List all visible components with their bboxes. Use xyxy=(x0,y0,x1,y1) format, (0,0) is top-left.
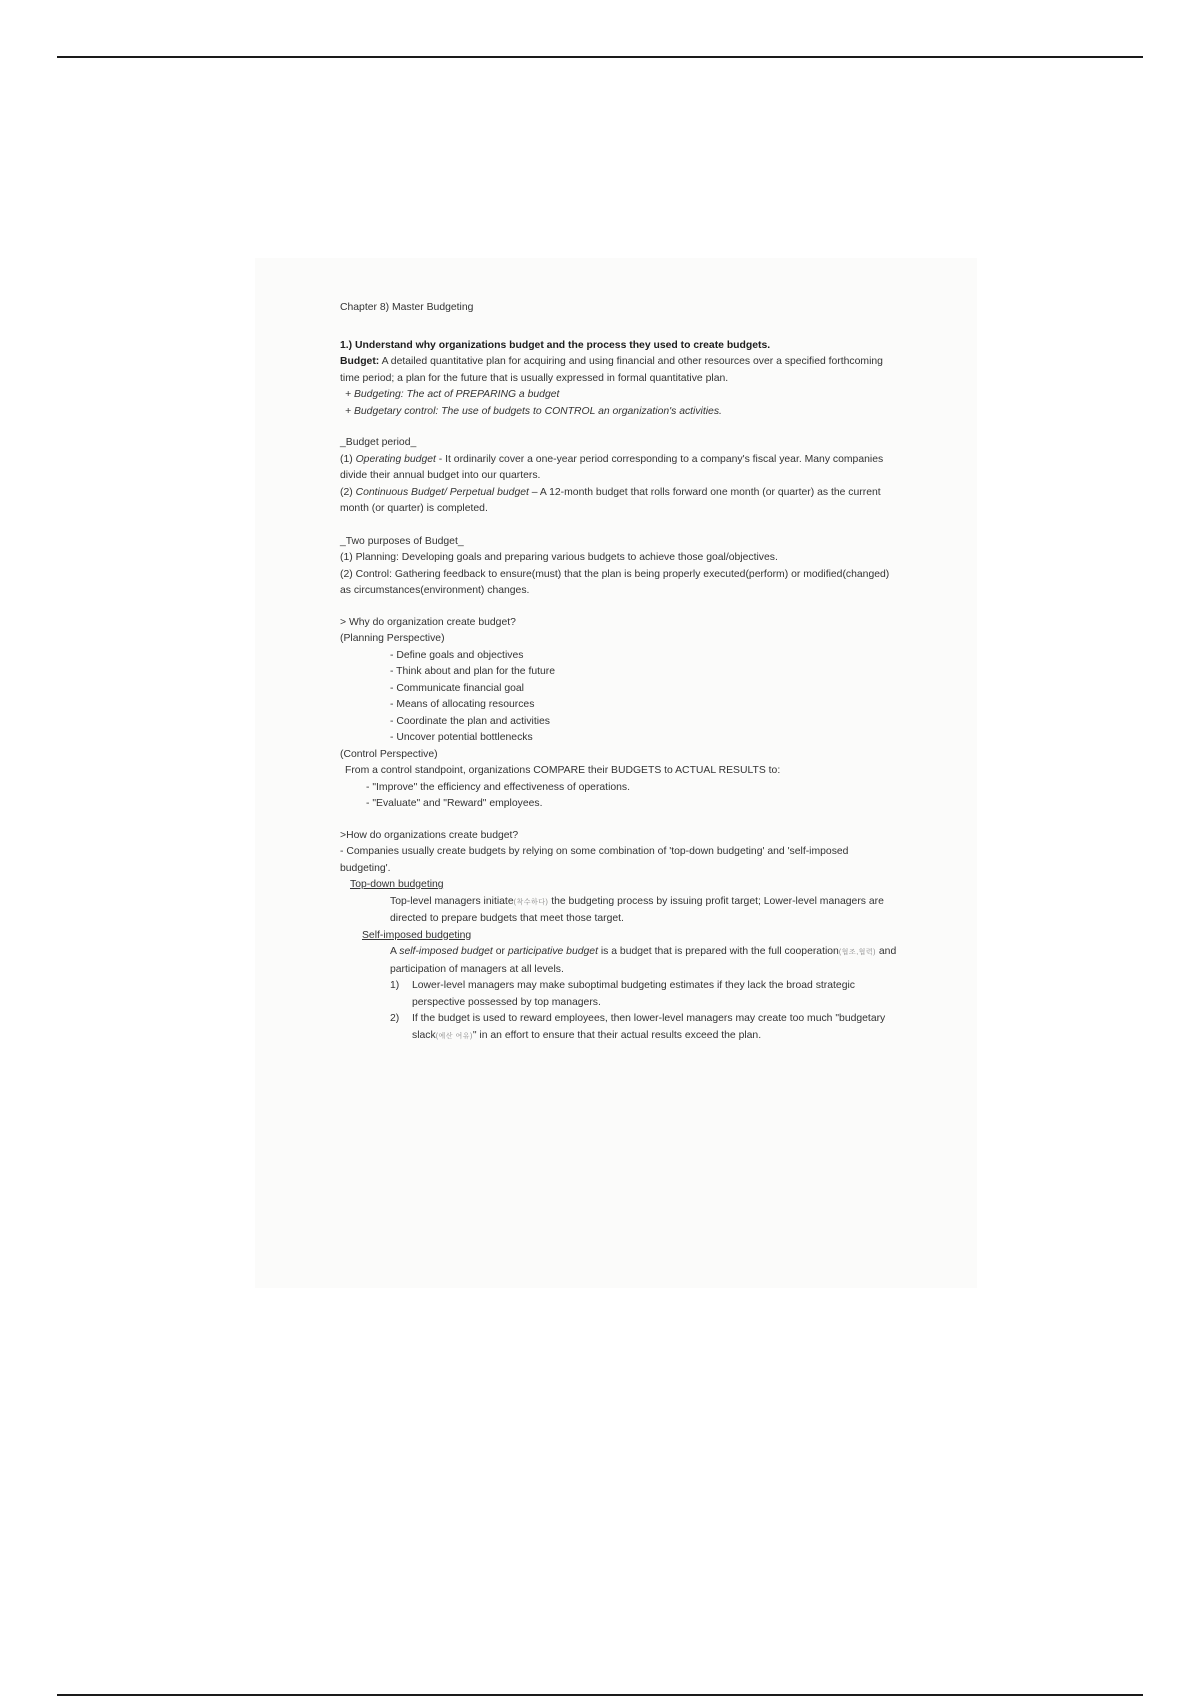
how-question: >How do organizations create budget? xyxy=(340,829,519,841)
text: " in an effort to ensure that their actual results exceed the plan. xyxy=(472,1029,762,1041)
control-text: From a control standpoint, organizations COMPARE their BUDGETS to ACTUAL RESULTS to: xyxy=(345,765,781,776)
self-imposed-label: Self-imposed budgeting xyxy=(362,929,472,941)
budget-def-text: A detailed quantitative plan for acquiring and using financial and other resources over a specified forthcoming time period; a plan for the future that is usually expressed in formal quantitative plan. xyxy=(340,356,883,384)
purpose-control: (2) Control: Gathering feedback to ensure(must) that the plan is being properly executed(perform) or modified(changed) as circumstances(environment) changes. xyxy=(340,568,890,596)
planning-item: - Means of allocating resources xyxy=(390,699,535,710)
item-text: – A 12-month budget that rolls forward one month (or quarter) as the current month (or quarter) is completed. xyxy=(340,486,881,514)
purpose-planning: (1) Planning: Developing goals and preparing various budgets to achieve those goal/objectives. xyxy=(340,552,778,563)
how-intro: - Companies usually create budgets by relying on some combination of 'top-down budgeting' and 'self-imposed budgeting'. xyxy=(340,846,849,874)
planning-perspective-label: (Planning Perspective) xyxy=(340,633,445,644)
term: self-imposed budget xyxy=(399,946,493,957)
numbered-item-1 xyxy=(340,978,900,1011)
bullet-budgetary-control: + Budgetary control: The use of budgets to CONTROL an organization's activities. xyxy=(345,405,722,417)
text: If the budget is used to reward employees, then lower-level managers may create too much "budgetary slack xyxy=(412,1013,886,1041)
item-text: - It ordinarily cover a one-year period corresponding to a company's fiscal year. Many companies divide their annual budget into our quarters. xyxy=(340,453,884,481)
planning-item: - Uncover potential bottlenecks xyxy=(390,732,533,743)
budget-term: Budget: xyxy=(340,356,380,367)
bullet-budgeting: + Budgeting: The act of PREPARING a budget xyxy=(345,389,560,400)
text: the budgeting process by issuing profit target; Lower-level managers are directed to prepare budgets that meet those target. xyxy=(390,895,884,924)
planning-item: - Define goals and objectives xyxy=(390,649,524,661)
self-imposed-paragraph xyxy=(340,944,900,978)
purposes-heading: _Two purposes of Budget_ xyxy=(340,535,464,547)
text: A xyxy=(390,946,400,957)
item-text: Lower-level managers may make suboptimal budgeting estimates if they lack the broad strategic perspective possessed by top managers. xyxy=(412,980,855,1008)
self-imposed-heading xyxy=(340,928,900,945)
control-perspective-label: (Control Perspective) xyxy=(340,748,438,760)
footer-rule xyxy=(57,1694,1143,1696)
why-question: > Why do organization create budget? xyxy=(340,616,516,628)
budget-definition xyxy=(340,354,900,387)
section-heading: 1.) Understand why organizations budget and the process they used to create budgets. xyxy=(340,339,771,351)
term: participative budget xyxy=(507,946,598,957)
planning-item: - Communicate financial goal xyxy=(390,682,524,694)
item-number: (2) xyxy=(340,486,356,498)
korean-gloss: (예산 여유) xyxy=(435,1032,473,1040)
text: and participation of managers at all levels. xyxy=(390,946,897,975)
item-number: 1) xyxy=(390,980,400,991)
header-rule xyxy=(57,56,1143,58)
budget-period-item-2 xyxy=(340,485,900,518)
budget-period-heading: _Budget period_ xyxy=(340,437,417,448)
planning-item: - Think about and plan for the future xyxy=(390,666,556,677)
chapter-title: Chapter 8) Master Budgeting xyxy=(340,302,474,313)
text: is a budget that is prepared with the full cooperation xyxy=(597,946,839,957)
topdown-label: Top-down budgeting xyxy=(350,879,444,890)
text: or xyxy=(492,946,508,957)
topdown-paragraph xyxy=(340,894,900,928)
numbered-item-2 xyxy=(340,1011,900,1045)
budget-period-item-1 xyxy=(340,452,900,485)
topdown-heading xyxy=(340,877,900,894)
item-term: Operating budget xyxy=(355,453,436,465)
item-number: (1) xyxy=(340,453,356,465)
item-number: 2) xyxy=(390,1013,400,1024)
control-item: - "Evaluate" and "Reward" employees. xyxy=(366,798,543,809)
text: Top-level managers initiate xyxy=(390,895,514,907)
item-text xyxy=(412,1011,900,1045)
planning-item: - Coordinate the plan and activities xyxy=(390,715,550,727)
document-body xyxy=(340,300,900,1045)
korean-gloss: (착수하다) xyxy=(513,898,549,906)
korean-gloss: (협조,협력) xyxy=(838,949,876,956)
item-term: Continuous Budget/ Perpetual budget xyxy=(355,486,529,498)
control-item: - "Improve" the efficiency and effectiveness of operations. xyxy=(366,781,631,793)
